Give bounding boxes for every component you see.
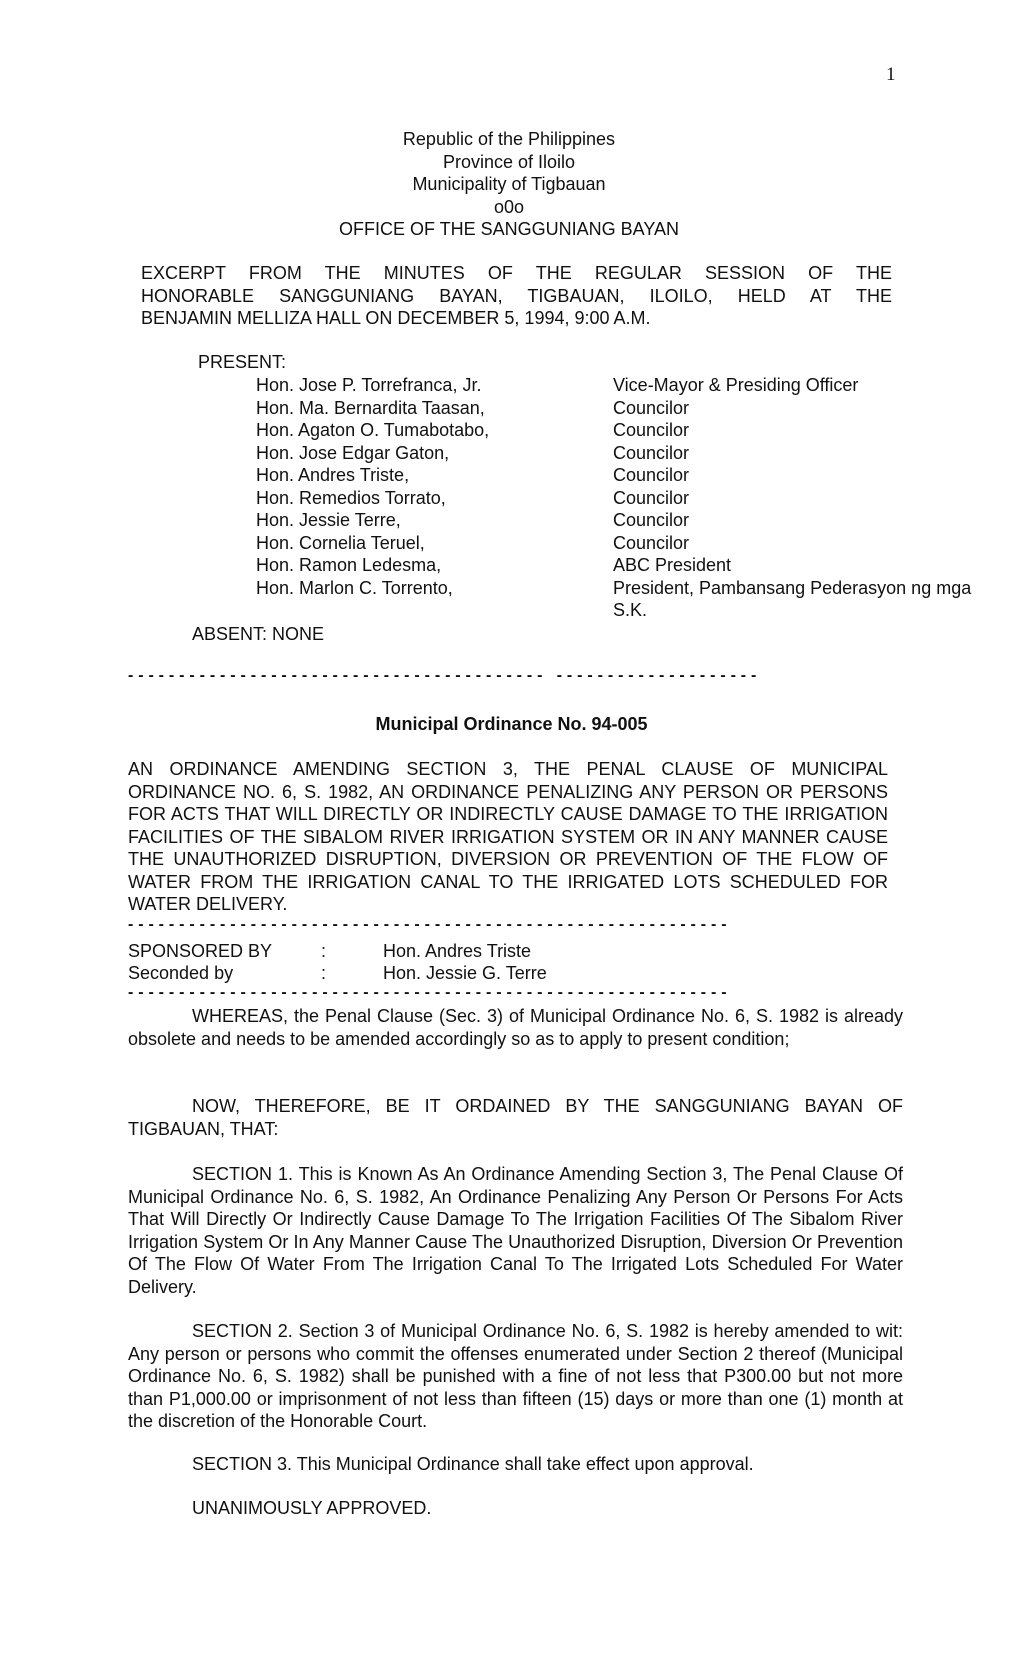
attendee-name: Hon. Ma. Bernardita Taasan, [256,397,485,418]
seconded-by-row [128,962,547,985]
header-ornament: o0o [493,196,525,217]
attendee-name: Hon. Jose Edgar Gaton, [256,442,450,463]
attendee-role: Councilor [613,465,690,485]
attendee-role: ABC President [613,555,732,575]
header-line-province: Province of Iloilo [442,151,576,172]
seconder-name: Hon. Jessie G. Terre [383,963,547,983]
now-therefore-text: NOW, THEREFORE, BE IT ORDAINED BY THE SANGGUNIANG BAYAN OF TIGBAUAN, THAT: [128,1096,903,1139]
attendee-role: Councilor [613,487,690,508]
attendee-name: Hon. Remedios Torrato, [256,487,446,508]
ordinance-description: AN ORDINANCE AMENDING SECTION 3, THE PENAL CLAUSE OF MUNICIPAL ORDINANCE NO. 6, S. 1982, AN ORDINANCE PENALIZING ANY PERSON OR PERSONS FOR ACTS THAT WILL DIRECTLY OR INDIRECTLY CAUSE DAMAGE TO THE IRRIGATION FACILITIES OF THE SIBALOM RIVER IRRIGATION SYSTEM OR IN ANY MANNER CAUSE THE UNAUTHORIZED DISRUPTION, DIVERSION OR PREVENTION OF THE FLOW OF WATER FROM THE IRRIGATION CANAL TO THE IRRIGATED LOTS SCHEDULED FOR WATER DELIVERY. [128,759,888,914]
whereas-paragraph [128,1005,903,1050]
section-3-paragraph: SECTION 3. This Municipal Ordinance shall take effect upon approval. [192,1454,754,1474]
attendee-name: Hon. Jose P. Torrefranca, Jr. [256,375,482,395]
attendee-role: Vice-Mayor & Presiding Officer [613,375,859,395]
whereas-text: WHEREAS, the Penal Clause (Sec. 3) of Municipal Ordinance No. 6, S. 1982 is already obsolete and needs to be amended accordingly so as to apply to present condition; [128,1006,903,1049]
absent-line: ABSENT: NONE [192,624,325,644]
now-therefore-paragraph [128,1095,903,1140]
page-number: 1 [886,64,896,85]
attendee-role: President, Pambansang Pederasyon ng mga S.K. [613,577,972,620]
colon: : [321,963,327,983]
attendee-names [256,374,489,599]
seconded-by-label: Seconded by [128,963,234,983]
excerpt-line-3: BENJAMIN MELLIZA HALL ON DECEMBER 5, 1994, 9:00 A.M. [141,308,651,328]
document-header [0,128,1023,241]
attendee-role: Councilor [613,420,690,440]
attendee-role: Councilor [613,510,690,530]
attendee-roles [613,374,973,622]
excerpt-line-2: HONORABLE SANGGUNIANG BAYAN, TIGBAUAN, ILOILO, HELD AT THE [141,285,892,306]
attendee-name: Hon. Marlon C. Torrento, [256,577,453,598]
attendee-role: Councilor [613,532,690,553]
header-line-office: OFFICE OF THE SANGGUNIANG BAYAN [338,219,680,239]
divider: ----------------------------------------------------------- [128,984,732,1001]
attendee-name: Hon. Ramon Ledesma, [256,555,442,575]
present-label: PRESENT: [198,352,287,372]
section-1-text: SECTION 1. This is Known As An Ordinance Amending Section 3, The Penal Clause Of Municipal Ordinance No. 6, S. 1982, An Ordinance Penalizing Any Person Or Persons For Acts That Will Directly Or Indirectly Cause Damage To The Irrigation Facilities Of The Sibalom River Irrigation System Or In Any Manner Cause The Unauthorized Disruption, Diversion Or Prevention Of The Flow Of Water From The Irrigation Canal To The Irrigated Lots Scheduled For Water Delivery. [128,1164,903,1297]
attendee-role: Councilor [613,397,690,418]
header-line-municipality: Municipality of Tigbauan [412,174,606,194]
ordinance-title: Municipal Ordinance No. 94-005 [375,714,648,734]
colon: : [321,941,327,961]
sponsored-by-label: SPONSORED BY [128,941,273,961]
sponsor-name: Hon. Andres Triste [383,941,532,961]
divider: ----------------------------------------- -------------------- [128,667,762,684]
attendee-role: Councilor [613,442,690,463]
header-line-republic: Republic of the Philippines [402,129,616,149]
attendee-name: Hon. Agaton O. Tumabotabo, [256,420,490,440]
attendee-name: Hon. Andres Triste, [256,465,410,485]
attendee-name: Hon. Cornelia Teruel, [256,532,425,553]
excerpt-line-1: EXCERPT FROM THE MINUTES OF THE REGULAR SESSION OF THE [141,263,892,283]
section-1-paragraph [128,1163,903,1298]
section-2-text: SECTION 2. Section 3 of Municipal Ordinance No. 6, S. 1982 is hereby amended to wit: Any person or persons who commit the offenses enumerated under Section 2 thereof (Municipal Ordinance No. 6, S. 1982) shall be punished with a fine of not less that P300.00 but not more than P1,000.00 or imprisonment of not less than fifteen (15) days or more than one (1) month at the discretion of the Honorable Court. [128,1321,903,1431]
sponsored-by-row [128,940,531,963]
excerpt-heading [141,262,892,330]
attendee-name: Hon. Jessie Terre, [256,510,401,530]
divider: ----------------------------------------------------------- [128,916,732,933]
approval-statement: UNANIMOUSLY APPROVED. [192,1498,432,1518]
section-2-paragraph [128,1320,903,1433]
